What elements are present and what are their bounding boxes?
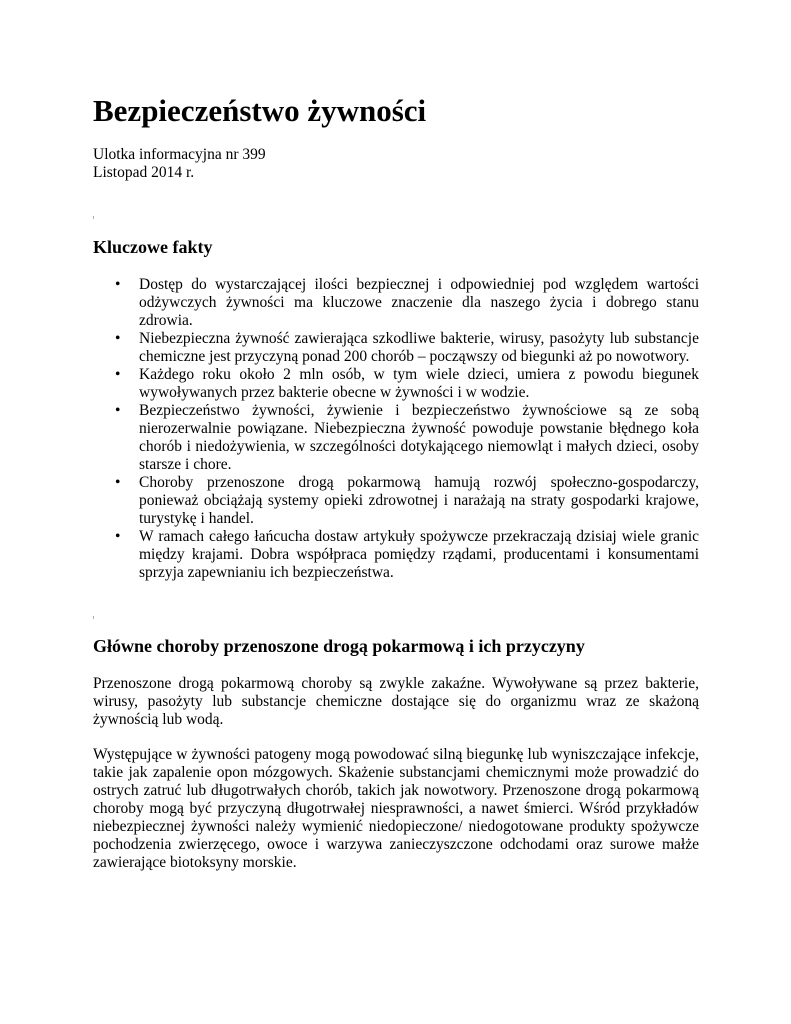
bullet-icon: •	[115, 366, 121, 383]
list-item-text: Choroby przenoszone drogą pokarmową hamują rozwój społeczno-gospodarczy, ponieważ obciążają systemy opieki zdrowotnej i narażają na straty gospodarki krajowe, turystykę i handel.	[139, 474, 699, 527]
bullet-icon: •	[115, 330, 121, 347]
diseases-paragraph: Występujące w żywności patogeny mogą powodować silną biegunkę lub wyniszczające infekcje, takie jak zapalenie opon mózgowych. Skażenie substancjami chemicznymi może prowadzić do ostrych zatruć lub długotrwałych chorób, takich jak nowotwory. Przenoszone drogą pokarmową choroby mogą być przyczyną długotrwałej niesprawności, a nawet śmierci. Wśród przykładów niebezpiecznej żywności należy wymienić niedopieczone/ niedogotowane produkty spożywcze pochodzenia zwierzęcego, owoce i warzywa zanieczyszczone odchodami oraz surowe małże zawierające biotoksyny morskie.	[93, 746, 699, 871]
list-item	[93, 276, 699, 330]
list-item	[93, 528, 699, 582]
list-item-text: W ramach całego łańcucha dostaw artykuły spożywcze przekraczają dzisiaj wiele granic między krajami. Dobra współpraca pomiędzy rządami, producentami i konsumentami sprzyja zapewnianiu ich bezpieczeństwa.	[139, 528, 699, 581]
list-item-text: Każdego roku około 2 mln osób, w tym wiele dzieci, umiera z powodu biegunek wywoływanych przez bakterie obecne w żywności i w wodzie.	[139, 366, 699, 401]
list-item-text: Bezpieczeństwo żywności, żywienie i bezpieczeństwo żywnościowe są ze sobą nierozerwalnie powiązane. Niebezpieczna żywność powoduje powstanie błędnego koła chorób i niedożywienia, w szczególności dotykającego niemowląt i małych dzieci, osoby starsze i chore.	[139, 402, 699, 473]
key-facts-heading: Kluczowe fakty	[93, 237, 213, 257]
list-item	[93, 366, 699, 402]
list-item	[93, 330, 699, 366]
bullet-icon: •	[115, 276, 121, 293]
diseases-heading: Główne choroby przenoszone drogą pokarmową i ich przyczyny	[93, 636, 585, 656]
bullet-icon: •	[115, 474, 121, 491]
section-marker	[93, 216, 94, 219]
diseases-paragraph: Przenoszone drogą pokarmową choroby są zwykle zakaźne. Wywoływane są przez bakterie, wirusy, pasożyty lub substancje chemiczne dostające się do organizmu wraz ze skażoną żywnością lub wodą.	[93, 675, 699, 728]
list-item-text: Dostęp do wystarczającej ilości bezpiecznej i odpowiedniej pod względem wartości odżywczych żywności ma kluczowe znaczenie dla naszego życia i dobrego stanu zdrowia.	[139, 276, 699, 329]
list-item	[93, 474, 699, 528]
section-marker	[93, 616, 94, 619]
bullet-icon: •	[115, 402, 121, 419]
list-item	[93, 402, 699, 474]
publication-date: Listopad 2014 r.	[93, 164, 195, 181]
document-title: Bezpieczeństwo żywności	[93, 93, 427, 128]
key-facts-list	[93, 276, 699, 582]
document-meta	[93, 146, 266, 182]
list-item-text: Niebezpieczna żywność zawierająca szkodliwe bakterie, wirusy, pasożyty lub substancje chemiczne jest przyczyną ponad 200 chorób – począwszy od biegunki aż po nowotwory.	[139, 330, 699, 365]
fact-sheet-number: Ulotka informacyjna nr 399	[93, 146, 266, 163]
bullet-icon: •	[115, 528, 121, 545]
